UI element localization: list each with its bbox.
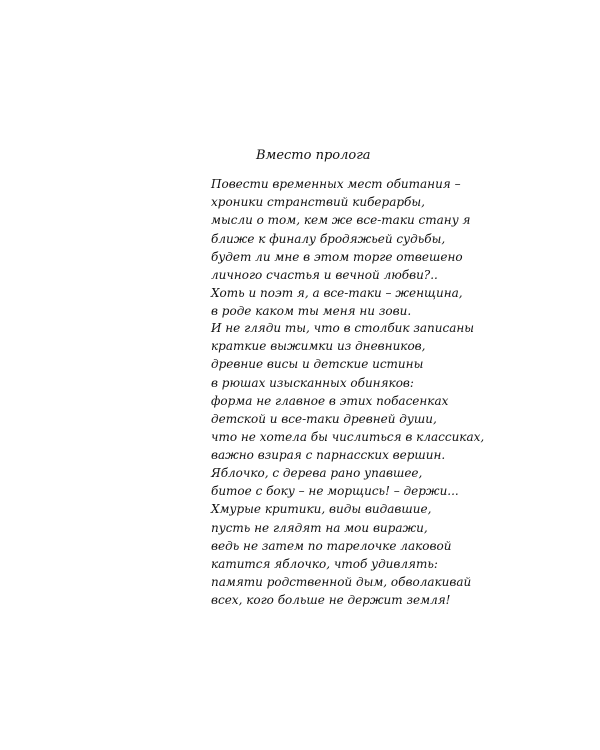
poem-line: Хоть и поэт я, а все-таки – женщина, [211, 286, 463, 301]
poem-line: личного счастья и вечной любви?.. [211, 268, 438, 283]
poem-line: памяти родственной дым, обволакивай [211, 575, 472, 590]
poem-line: И не гляди ты, что в столбик записаны [211, 321, 475, 335]
poem-line: Хмурые критики, виды видавшие, [211, 502, 432, 517]
poem-line: детской и все-таки древней души, [211, 412, 437, 427]
poem-line: древние висы и детские истины [211, 357, 424, 372]
poem-line: в роде каком ты меня ни зови. [211, 304, 412, 319]
poem-line: битое с боку – не морщись! – держи... [211, 484, 459, 499]
stanza-1 [211, 175, 470, 321]
poem-line: всех, кого больше не держит земля! [211, 593, 451, 608]
poem-line: Яблочко, с дерева рано упавшее, [211, 466, 423, 480]
poem-line: краткие выжимки из дневников, [211, 339, 426, 354]
poem-line: Повести временных мест обитания – [211, 177, 461, 191]
poem-line: катится яблочко, чтоб удивлять: [211, 557, 438, 572]
poem-line: что не хотела бы числиться в классиках, [211, 430, 485, 445]
poem-line: мысли о том, кем же все-таки стану я [211, 213, 471, 228]
poem-line: важно взирая с парнасских вершин. [211, 448, 446, 463]
poem-line: хроники странствий киберарбы, [211, 195, 425, 210]
poem-line: ближе к финалу бродяжьей судьбы, [211, 231, 446, 246]
stanza-2 [211, 319, 484, 465]
poem-line: в рюшах изысканных обиняков: [211, 375, 414, 390]
poem-line: ведь не затем по тарелочке лаковой [211, 538, 452, 553]
poem-line: будет ли мне в этом торге отвешено [211, 249, 463, 264]
stanza-3 [211, 464, 471, 610]
poem-line: форма не главное в этих побасенках [211, 393, 449, 408]
poem-title: Вместо пролога [256, 148, 371, 163]
poem-line: пусть не глядят на мои виражи, [211, 520, 428, 535]
